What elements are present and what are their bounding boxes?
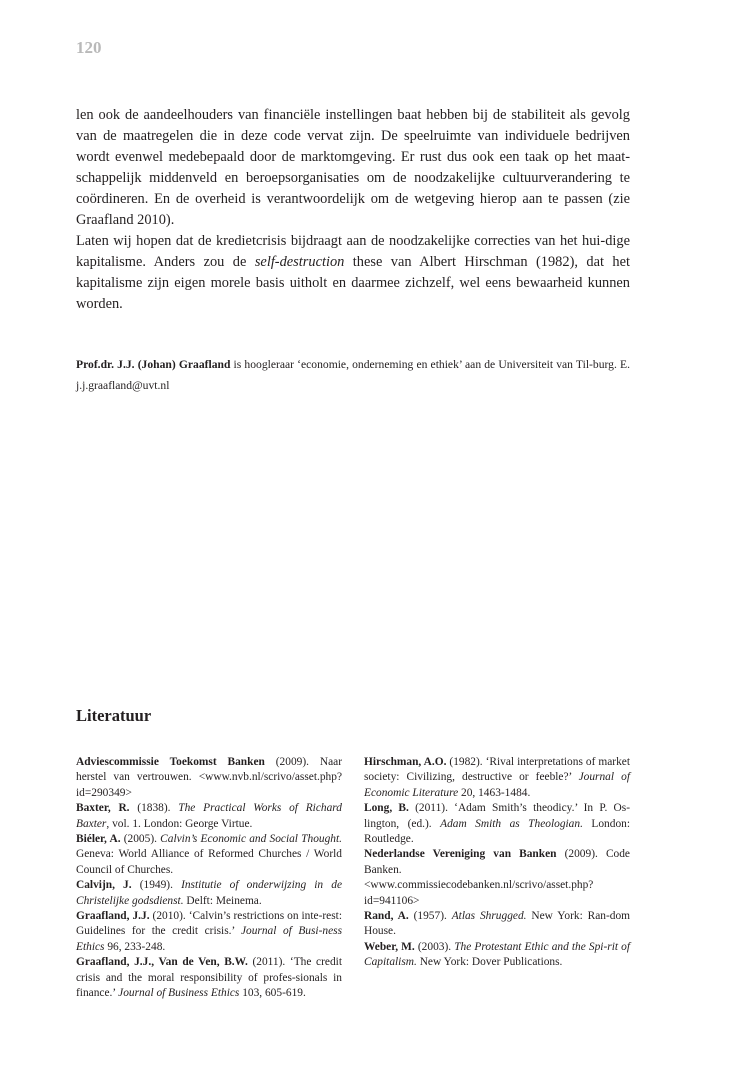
reference-title: The Protestant Ethic and the Spi-rit of Capitalism.	[364, 940, 630, 969]
reference-item	[364, 755, 630, 801]
references-left-column	[76, 755, 342, 1002]
body-text	[76, 105, 630, 315]
page-number: 120	[76, 38, 102, 57]
reference-text: (1838).	[129, 802, 179, 815]
reference-item	[76, 801, 342, 832]
author-bio-text: is hoogleraar ‘economie, onderneming en ethiek’ aan de Universiteit van Til-burg. E. j.j.graafland@uvt.nl	[76, 358, 630, 392]
reference-title: Calvin’s Economic and Social Thought.	[160, 833, 342, 846]
reference-title: Journal of Busi-ness Ethics	[76, 925, 343, 953]
reference-text: New York: Dover Publications.	[416, 956, 563, 969]
reference-item	[76, 755, 342, 801]
reference-text: (1982). ‘Rival interpretations of market society: Civilizing, destructive or feeble?’	[364, 756, 630, 784]
reference-author: Long, B.	[364, 802, 409, 815]
reference-item	[76, 909, 342, 955]
reference-title: The Practical Works of Richard Baxter	[76, 802, 342, 830]
references-right-column	[364, 755, 630, 971]
reference-author: Calvijn, J.	[76, 879, 132, 892]
reference-item	[364, 909, 630, 940]
body-paragraph-2-end: these van Albert Hirschman (1982), dat het kapitalisme zijn eigen morele basis uitholt en daarmee zichzelf, wel eens bewaarheid kunnen worden.	[76, 254, 631, 312]
reference-author: Weber, M.	[364, 940, 415, 953]
reference-author: Graafland, J.J., Van de Ven, B.W.	[76, 956, 248, 969]
reference-text: (2010). ‘Calvin’s restrictions on inte-rest: Guidelines for the credit crisis.’	[76, 910, 342, 938]
reference-item	[364, 940, 630, 971]
reference-author: Nederlandse Vereniging van Banken	[364, 848, 557, 861]
author-bio	[76, 354, 630, 396]
literature-heading: Literatuur	[76, 706, 152, 725]
reference-text: , vol. 1. London: George Virtue.	[106, 817, 253, 830]
reference-item	[76, 832, 342, 878]
reference-text: (2011). ‘Adam Smith’s theodicy.’ In P. Os-lington, (ed.).	[364, 802, 630, 830]
reference-text: (1957).	[408, 910, 452, 923]
reference-item	[76, 955, 342, 1001]
reference-text: 103, 605-619.	[239, 987, 306, 1000]
reference-text: London: Routledge.	[364, 817, 630, 846]
reference-title: Journal of Business Ethics	[118, 987, 240, 1000]
reference-author: Rand, A.	[364, 910, 409, 923]
reference-item	[76, 878, 342, 909]
reference-text: New York: Ran-dom House.	[364, 910, 630, 938]
reference-text: 20, 1463-1484.	[458, 786, 531, 799]
reference-item	[364, 801, 630, 847]
author-name: Prof.dr. J.J. (Johan) Graafland	[76, 358, 231, 371]
reference-author: Biéler, A.	[76, 833, 121, 846]
reference-text: 96, 233-248.	[104, 940, 166, 953]
reference-text: (2003).	[414, 940, 455, 953]
reference-text: (2009). Naar herstel van vertrouwen. <www.nvb.nl/scrivo/asset.php?id=290349>	[76, 756, 343, 799]
reference-author: Graafland, J.J.	[76, 910, 150, 923]
reference-text: Delft: Meinema.	[183, 894, 262, 907]
reference-text: Geneva: World Alliance of Reformed Churches / World Council of Churches.	[76, 848, 342, 876]
reference-text: (1949).	[131, 879, 182, 892]
body-paragraph-2-emphasis: self-destruction	[254, 254, 345, 270]
body-paragraph-2-start: Laten wij hopen dat de kredietcrisis bijdraagt aan de noodzakelijke correcties van het hui-dige kapitalisme. Anders zou de	[76, 233, 630, 270]
reference-title: Institutie of onderwijzing in de Christelijke godsdienst.	[76, 879, 342, 907]
reference-item	[364, 847, 630, 909]
reference-author: Hirschman, A.O.	[364, 756, 447, 768]
reference-author: Baxter, R.	[76, 802, 130, 815]
body-paragraph-2	[76, 231, 630, 315]
reference-author: Adviescommissie Toekomst Banken	[76, 756, 265, 768]
reference-title: Atlas Shrugged.	[451, 910, 527, 923]
reference-text: (2011). ‘The credit crisis and the moral responsibility of profes-sionals in finance.’	[76, 956, 342, 1000]
reference-title: Journal of Economic Literature	[364, 771, 630, 799]
reference-title: Adam Smith as Theologian.	[440, 817, 583, 830]
body-paragraph-1: len ook de aandeelhouders van financiële instellingen baat hebben bij de stabiliteit als gevolg van de maatregelen die in deze code vervat zijn. De speelruimte van individuele bedrijven wordt evenwel medebepaald door de marktomgeving. Er rust dus ook een taak op het maat-schappelijk middenveld en beroepsorganisaties om de noodzakelijke cultuurverandering te coördineren. En de overheid is verantwoordelijk om de wetgeving hierop aan te passen (zie Graafland 2010).	[76, 107, 630, 228]
reference-text: (2009). Code Banken. <www.commissiecodebanken.nl/scrivo/asset.php?id=941106>	[364, 848, 630, 907]
reference-text: (2005).	[120, 833, 161, 846]
